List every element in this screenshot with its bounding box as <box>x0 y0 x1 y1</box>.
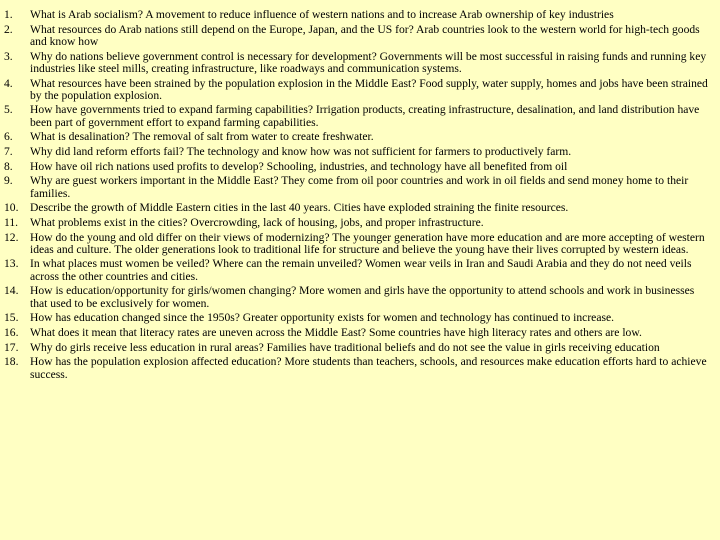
item-text: How is education/opportunity for girls/women changing? More women and girls have the opportunity to attend schools and work in businesses that used to be exclusively for women. <box>30 284 695 310</box>
item-text: In what places must women be veiled? Where can the remain unveiled? Women wear veils in Iran and Saudi Arabia and they do not need veils across the other countries and cities. <box>30 257 692 283</box>
list-item <box>0 104 716 129</box>
list-item <box>0 258 716 283</box>
item-number: 13. <box>4 257 19 271</box>
item-number: 14. <box>4 284 19 298</box>
list-item <box>0 312 716 324</box>
list-item <box>0 51 716 76</box>
item-number: 10. <box>4 201 19 215</box>
list-item <box>0 24 716 49</box>
item-text: Why are guest workers important in the Middle East? They come from oil poor countries and work in oil fields and send money home to their families. <box>30 174 689 200</box>
item-text: How has the population explosion affected education? More students than teachers, schools, and resources make education efforts hard to achieve success. <box>30 355 707 381</box>
item-text: What is desalination? The removal of salt from water to create freshwater. <box>30 130 374 144</box>
list-item <box>0 9 716 21</box>
list-item <box>0 356 716 381</box>
item-number: 12. <box>4 230 19 244</box>
item-text: How has education changed since the 1950s? Greater opportunity exists for women and technology has continued to increase. <box>30 311 615 325</box>
item-number: 3. <box>4 49 13 63</box>
item-text: Why did land reform efforts fail? The technology and know how was not sufficient for farmers to productively farm. <box>30 145 572 159</box>
item-number: 18. <box>4 355 19 369</box>
item-text: What is Arab socialism? A movement to reduce influence of western nations and to increase Arab ownership of key industries <box>30 8 614 21</box>
list-item <box>0 131 716 143</box>
item-number: 16. <box>4 325 19 339</box>
list-item <box>0 161 716 173</box>
item-text: Why do nations believe government control is necessary for development? Governments will be most successful in raising funds and running key industries like steel mills, creating infrastructure, like roadways and communication systems. <box>30 49 707 75</box>
list-item <box>0 327 716 339</box>
list-item <box>0 342 716 354</box>
item-number: 17. <box>4 340 19 354</box>
item-number: 4. <box>4 76 13 90</box>
list-item <box>0 217 716 229</box>
item-text: Why do girls receive less education in rural areas? Families have traditional beliefs and do not see the value in girls receiving education <box>30 340 660 354</box>
item-number: 2. <box>4 22 13 36</box>
list-item <box>0 146 716 158</box>
item-text: What does it mean that literacy rates are uneven across the Middle East? Some countries have high literacy rates and others are low. <box>30 325 642 339</box>
item-number: 8. <box>4 159 13 173</box>
item-number: 6. <box>4 130 13 144</box>
item-number: 11. <box>4 215 19 229</box>
item-number: 9. <box>4 174 13 188</box>
item-text: What problems exist in the cities? Overcrowding, lack of housing, jobs, and proper infrastructure. <box>30 215 484 229</box>
list-item <box>0 285 716 310</box>
item-text: Describe the growth of Middle Eastern cities in the last 40 years. Cities have exploded straining the finite resources. <box>30 201 569 215</box>
item-number: 1. <box>4 8 13 21</box>
list-item <box>0 78 716 103</box>
item-number: 7. <box>4 145 13 159</box>
list-item <box>0 232 716 257</box>
list-item <box>0 175 716 200</box>
item-text: How do the young and old differ on their views of modernizing? The younger generation have more education and are more accepting of western ideas and culture. The older generations look to traditional life for structure and believe the young have their lives corrupted by western ideas. <box>30 230 705 256</box>
item-text: What resources do Arab nations still depend on the Europe, Japan, and the US for? Arab countries look to the western world for high-tech goods and know how <box>30 22 700 48</box>
item-text: How have governments tried to expand farming capabilities? Irrigation products, creating infrastructure, desalination, and land distribution have been part of government effort to expand farming capabilities. <box>30 103 700 129</box>
question-answer-list <box>0 9 716 383</box>
item-text: What resources have been strained by the population explosion in the Middle East? Food supply, water supply, homes and jobs have been strained by the population explosion. <box>30 76 708 102</box>
list-item <box>0 202 716 214</box>
item-number: 5. <box>4 103 13 117</box>
item-number: 15. <box>4 311 19 325</box>
item-text: How have oil rich nations used profits to develop? Schooling, industries, and technology have all benefited from oil <box>30 159 568 173</box>
